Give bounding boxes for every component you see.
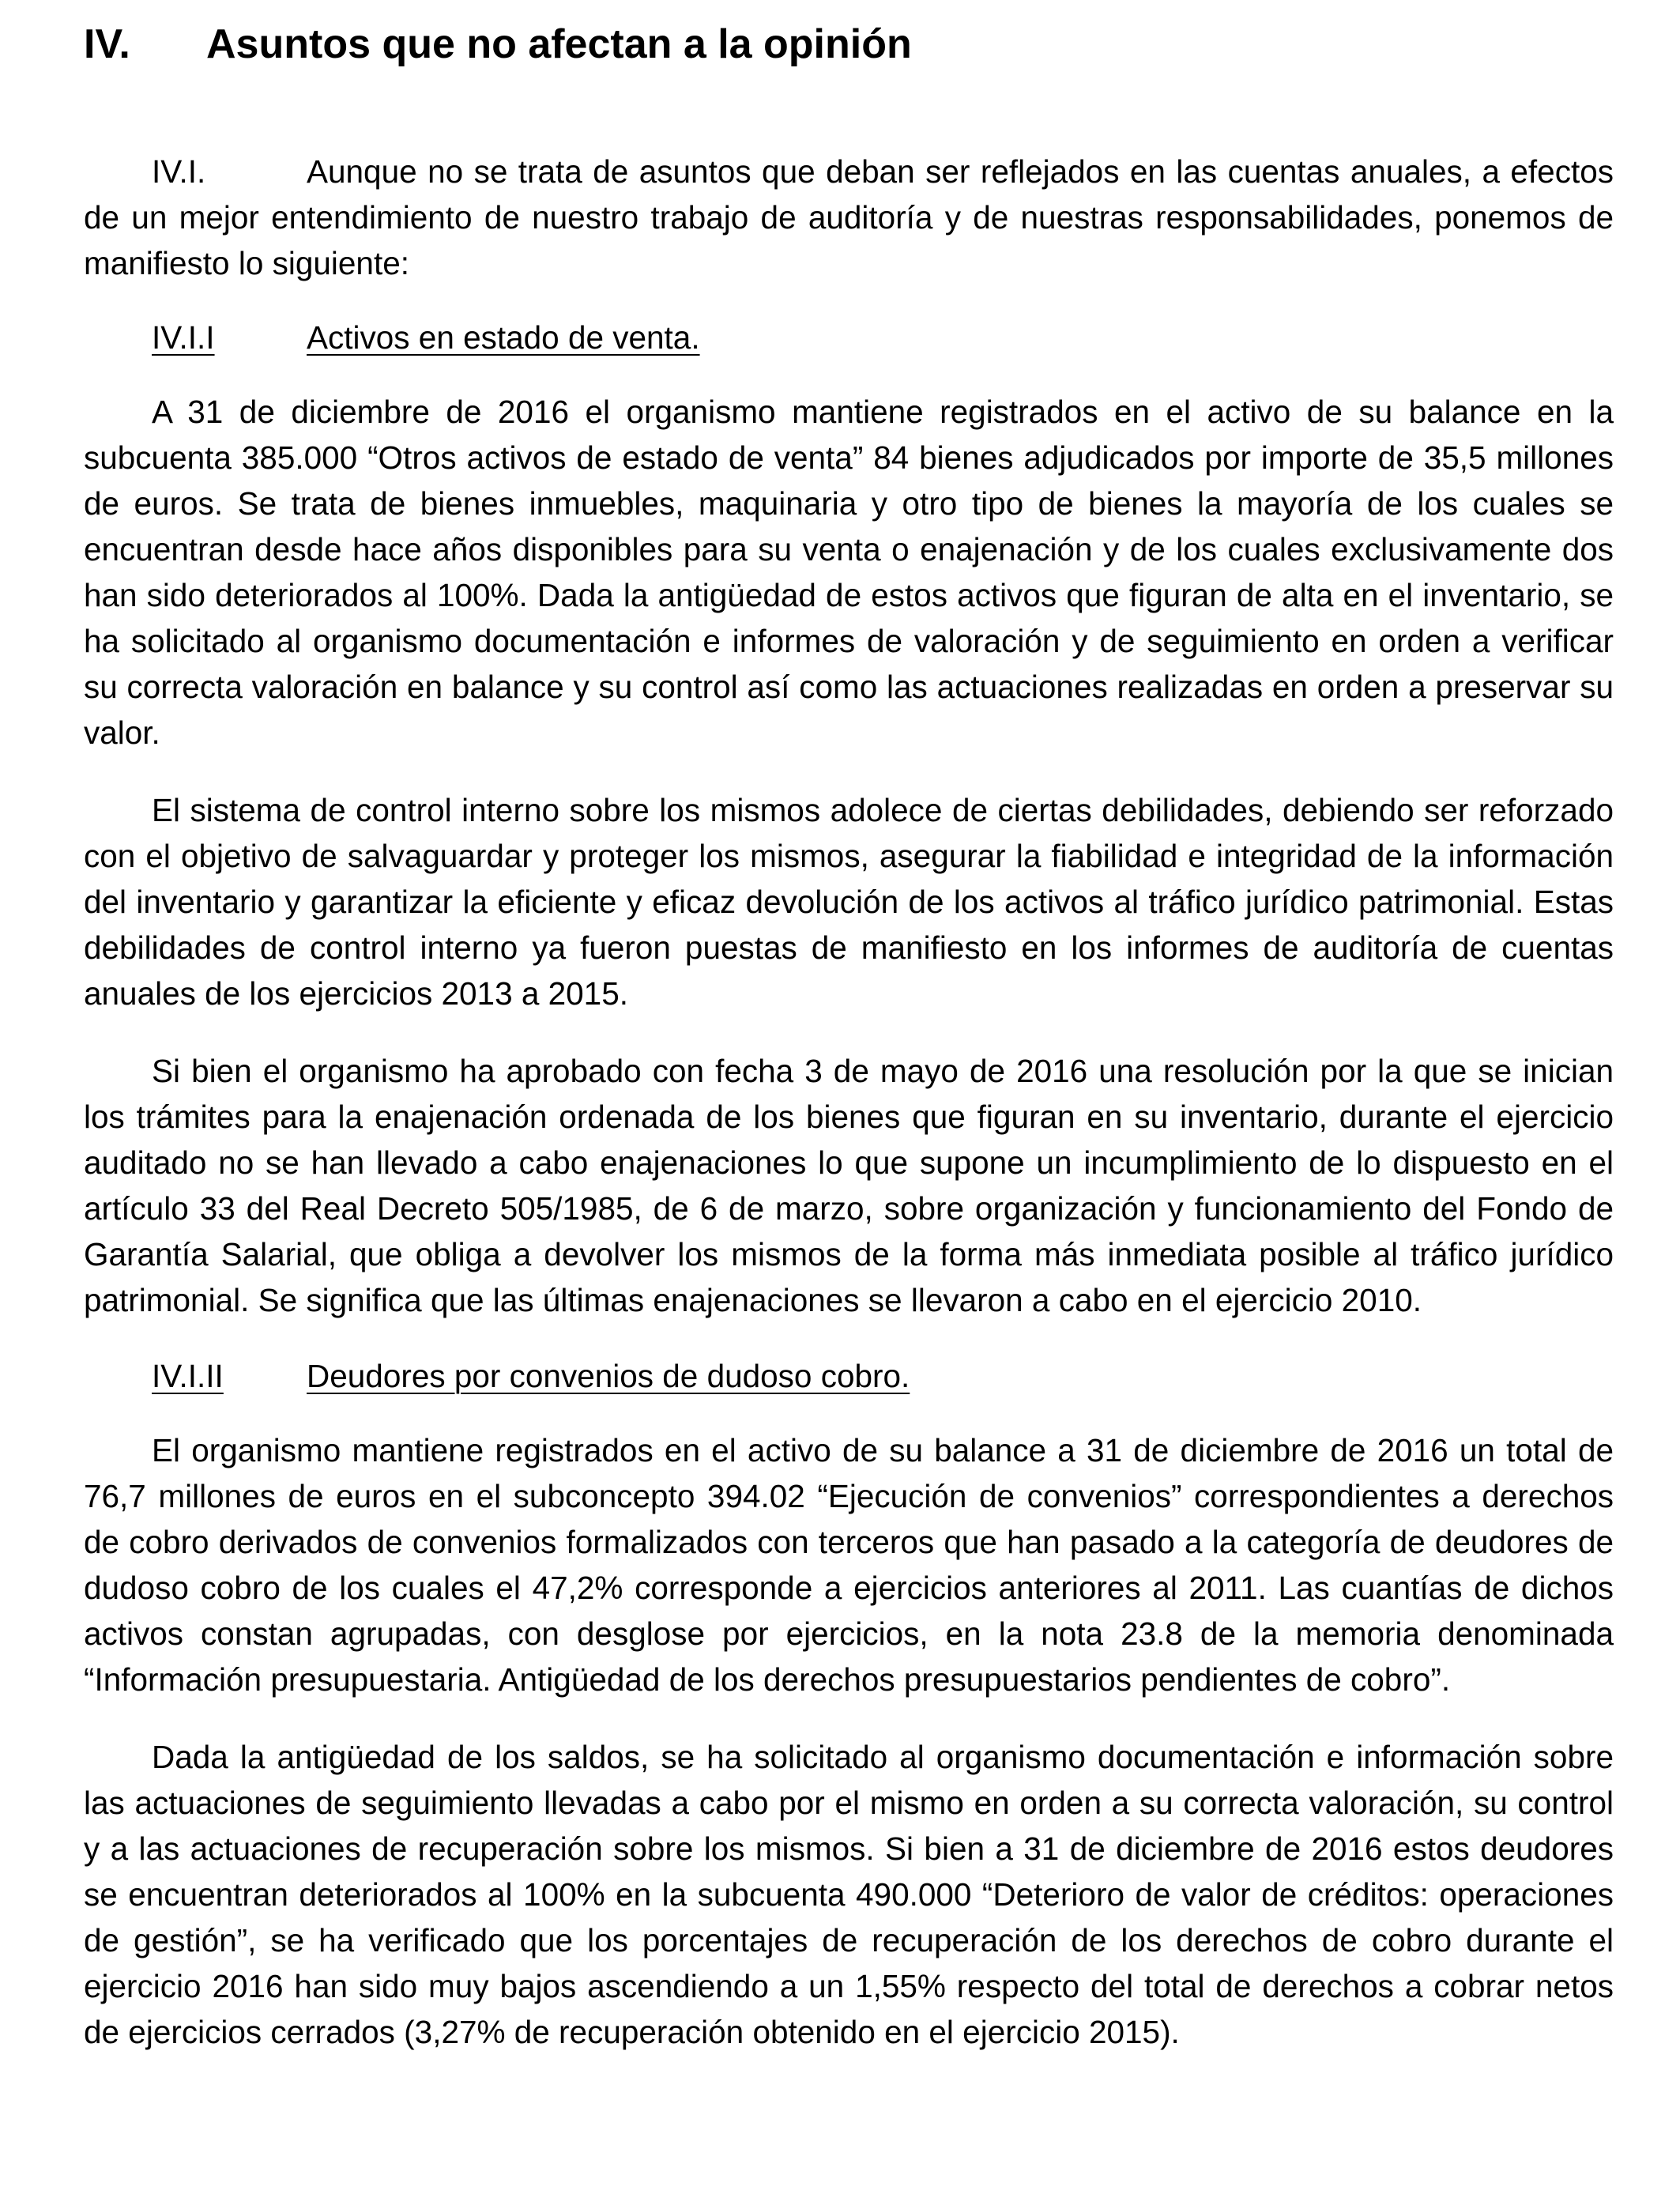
body-paragraph: Dada la antigüedad de los saldos, se ha solicitado al organismo documentación e información sobre las actuaciones de seguimiento llevadas a cabo por el mismo en orden a su correcta valoración, su control y a las actuaciones de recuperación sobre los mismos. Si bien a 31 de diciembre de 2016 estos deudores se encuentran deteriorados al 100% en la subcuenta 490.000 “Deterioro de valor de créditos: operaciones de gestión”, se ha verificado que los porcentajes de recuperación de los derechos de cobro durante el ejercicio 2016 han sido muy bajos ascendiendo a un 1,55% respecto del total de derechos a cobrar netos de ejercicios cerrados (3,27% de recuperación obtenido en el ejercicio 2015). [84, 1739, 1614, 2050]
subsection-title: Deudores por convenios de dudoso cobro. [307, 1358, 910, 1394]
subsection-heading-activos [84, 315, 1614, 360]
body-paragraph: Si bien el organismo ha aprobado con fecha 3 de mayo de 2016 una resolución por la que se inician los trámites para la enajenación ordenada de los bienes que figuran en su inventario, durante el ejercicio auditado no se han llevado a cabo enajenaciones lo que supone un incumplimiento de lo dispuesto en el artículo 33 del Real Decreto 505/1985, de 6 de marzo, sobre organización y funcionamiento del Fondo de Garantía Salarial, que obliga a devolver los mismos de la forma más inmediata posible al tráfico jurídico patrimonial. Se significa que las últimas enajenaciones se llevaron a cabo en el ejercicio 2010. [84, 1053, 1614, 1318]
intro-text: Aunque no se trata de asuntos que deban ser reflejados en las cuentas anuales, a efectos de un mejor entendimiento de nuestro trabajo de auditoría y de nuestras responsabilidades, ponemos de manifiesto lo siguiente: [84, 153, 1614, 281]
subsection-heading-deudores [84, 1353, 1614, 1399]
section-heading [84, 16, 1614, 73]
subsection-title: Activos en estado de venta. [307, 319, 700, 356]
subsection-number: IV.I.II [152, 1358, 224, 1394]
body-paragraph: El organismo mantiene registrados en el activo de su balance a 31 de diciembre de 2016 un total de 76,7 millones de euros en el subconcepto 394.02 “Ejecución de convenios” correspondientes a derechos de cobro derivados de convenios formalizados con terceros que han pasado a la categoría de deudores de dudoso cobro de los cuales el 47,2% corresponde a ejercicios anteriores al 2011. Las cuantías de dichos activos constan agrupadas, con desglose por ejercicios, en la nota 23.8 de la memoria denominada “Información presupuestaria. Antigüedad de los derechos presupuestarios pendientes de cobro”. [84, 1432, 1614, 1698]
document-page [84, 16, 1614, 2055]
intro-paragraph [84, 149, 1614, 286]
body-paragraph: El sistema de control interno sobre los mismos adolece de ciertas debilidades, debiendo ser reforzado con el objetivo de salvaguardar y proteger los mismos, asegurar la fiabilidad e integridad de la información del inventario y garantizar la eficiente y eficaz devolución de los activos al tráfico jurídico patrimonial. Estas debilidades de control interno ya fueron puestas de manifiesto en los informes de auditoría de cuentas anuales de los ejercicios 2013 a 2015. [84, 792, 1614, 1012]
section-title: Asuntos que no afectan a la opinión [206, 21, 912, 67]
body-paragraph: A 31 de diciembre de 2016 el organismo mantiene registrados en el activo de su balance en la subcuenta 385.000 “Otros activos de estado de venta” 84 bienes adjudicados por importe de 35,5 millones de euros. Se trata de bienes inmuebles, maquinaria y otro tipo de bienes la mayoría de los cuales se encuentran desde hace años disponibles para su venta o enajenación y de los cuales exclusivamente dos han sido deteriorados al 100%. Dada la antigüedad de estos activos que figuran de alta en el inventario, se ha solicitado al organismo documentación e informes de valoración y de seguimiento en orden a verificar su correcta valoración en balance y su control así como las actuaciones realizadas en orden a preservar su valor. [84, 394, 1614, 751]
subsection-number: IV.I.I [152, 319, 215, 356]
intro-number: IV.I. [152, 153, 206, 190]
section-number: IV. [84, 21, 130, 67]
